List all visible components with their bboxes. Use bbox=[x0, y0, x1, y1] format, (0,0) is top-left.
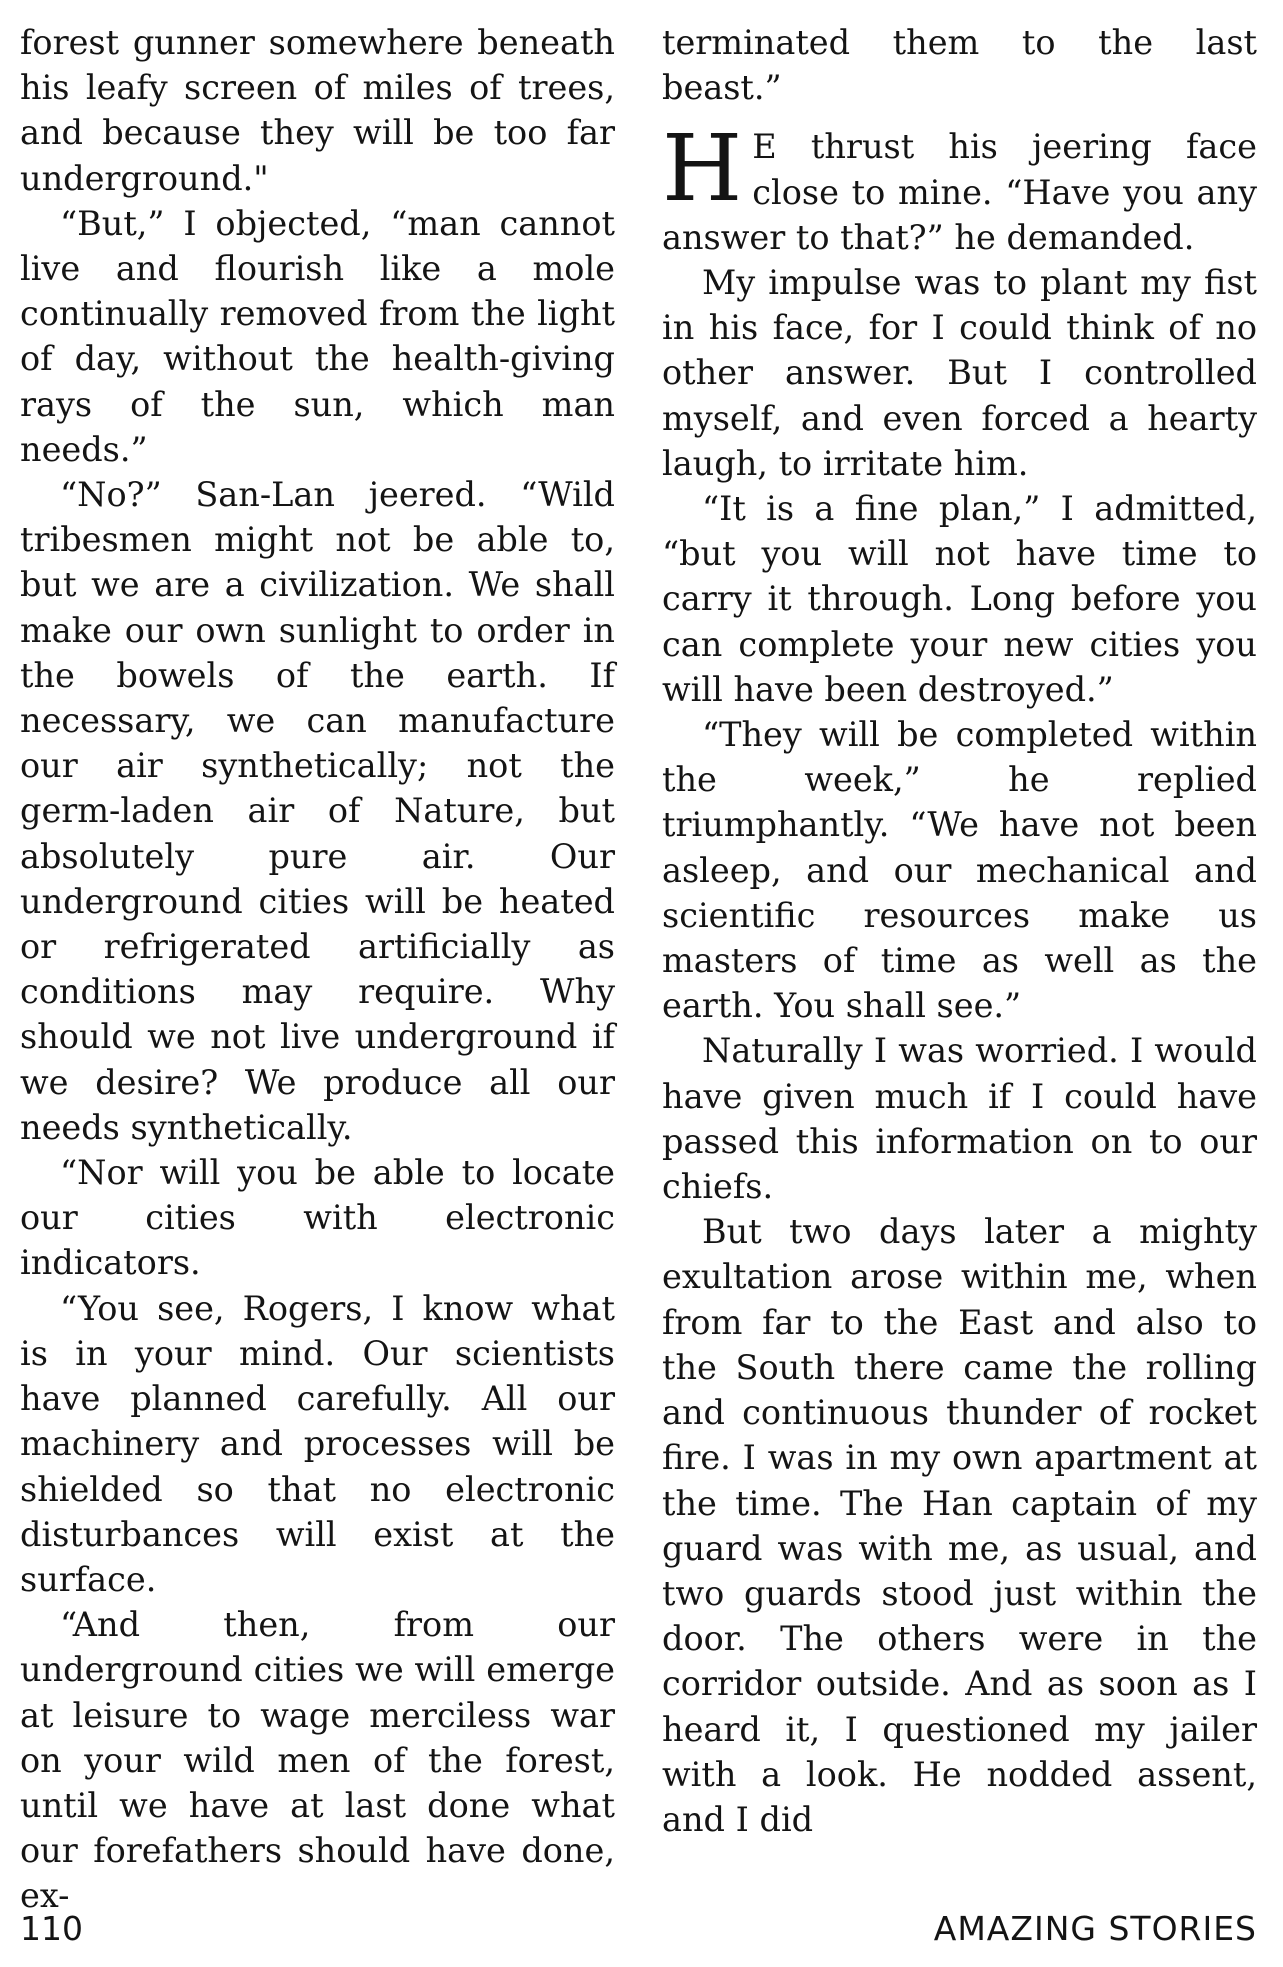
paragraph: Naturally I was worried. I would have given much if I could have passed this information on to our chiefs. bbox=[662, 1031, 1257, 1207]
paragraph: “And then, from our underground cities we will emerge at leisure to wage merciless war on your wild men of the forest, until we have at last done what our forefathers should have done, ex- bbox=[20, 1605, 615, 1916]
paragraph: “No?” San-Lan jeered. “Wild tribesmen might not be able to, but we are a civilization. We shall make our own sunlight to order in the bowels of the earth. If necessary, we can manufacture our air synthetically; not the germ-laden air of Nature, but absolutely pure air. Our underground cities will be heated or refrigerated artificially as conditions may require. Why should we not live underground if we desire? We produce all our needs synthetically. bbox=[20, 475, 615, 1147]
left-column bbox=[20, 20, 615, 1919]
drop-cap: H bbox=[662, 115, 743, 223]
paragraph: But two days later a mighty exultation arose within me, when from far to the East and also to the South there came the rolling and continuous thunder of rocket fire. I was in my own apartment at the time. The Han captain of my guard was with me, as usual, and two guards stood just within the door. The others were in the corridor outside. And as soon as I heard it, I questioned my jailer with a look. He nodded assent, and I did bbox=[662, 1212, 1257, 1839]
dropcap-paragraph-text: E thrust his jeering face close to mine. “Have you any answer to that?” he demanded. bbox=[662, 127, 1257, 257]
paragraph: My impulse was to plant my fist in his face, for I could think of no other answer. But I controlled myself, and even forced a hearty laugh, to irritate him. bbox=[662, 263, 1257, 483]
paragraph: forest gunner somewhere beneath his leafy screen of miles of trees, and because they will be too far underground." bbox=[20, 23, 615, 198]
paragraph: “It is a fine plan,” I admitted, “but you will not have time to carry it through. Long before you can complete your new cities you will have been destroyed.” bbox=[662, 489, 1257, 709]
paragraph: “They will be completed within the week,” he replied triumphantly. “We have not been asleep, and our mechanical and scientific resources make us masters of time as well as the earth. You shall see.” bbox=[662, 715, 1257, 1026]
paragraph: “But,” I objected, “man cannot live and flourish like a mole continually removed from the light of day, without the health-giving rays of the sun, which man needs.” bbox=[20, 203, 615, 469]
paragraph: terminated them to the last beast.” bbox=[662, 23, 1257, 108]
paragraph: “Nor will you be able to locate our cities with electronic indicators. bbox=[20, 1153, 615, 1283]
magazine-title: AMAZING STORIES bbox=[933, 1909, 1257, 1948]
paragraph: “You see, Rogers, I know what is in your mind. Our scientists have planned carefully. All our machinery and processes will be shielded so that no electronic disturbances will exist at the surface. bbox=[20, 1288, 615, 1599]
page-footer bbox=[20, 1906, 1257, 1954]
dropcap-paragraph bbox=[662, 115, 1257, 260]
page-number: 110 bbox=[20, 1909, 83, 1948]
right-column bbox=[662, 20, 1257, 1842]
section-break bbox=[662, 110, 1257, 124]
